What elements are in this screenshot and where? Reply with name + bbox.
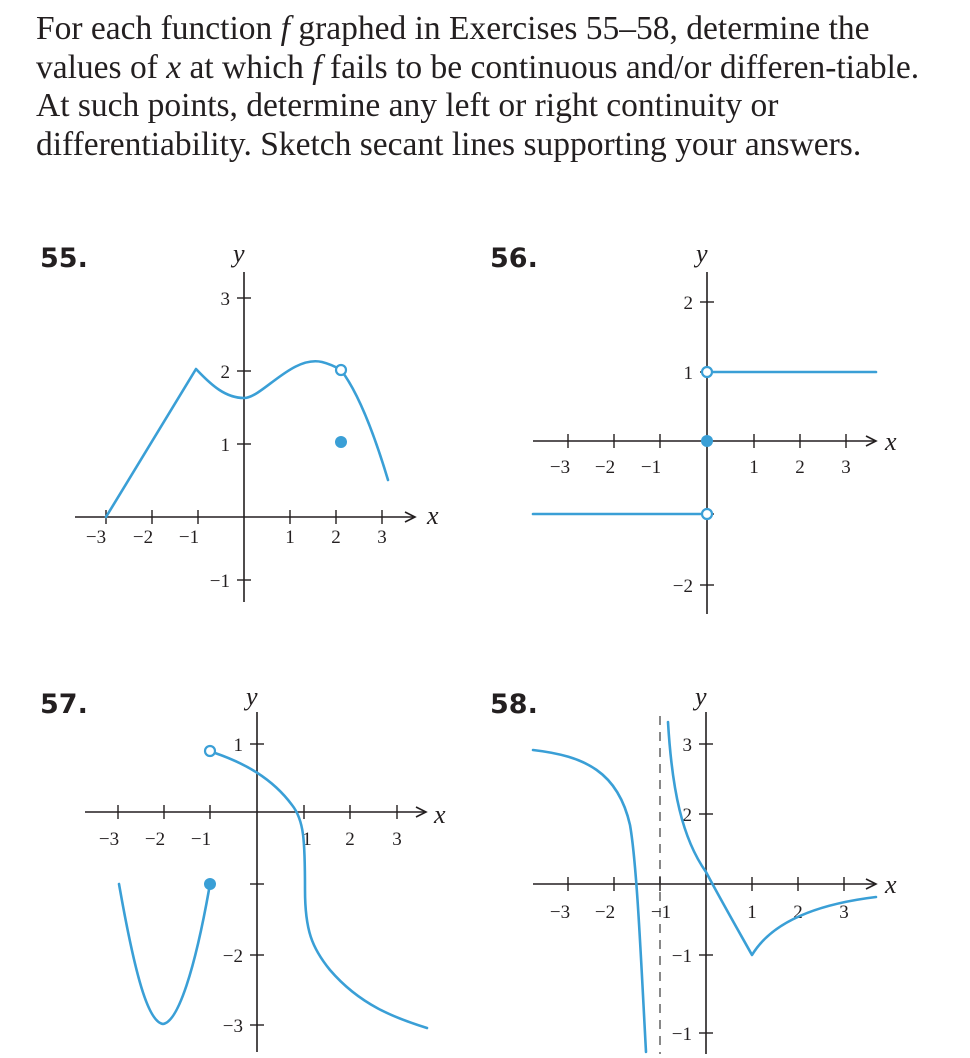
x-tick-label: −2: [594, 457, 616, 478]
x-axis-label: x: [885, 427, 897, 456]
y-tick-label: 3: [220, 289, 230, 310]
exercise-number-55: 55.: [40, 243, 88, 274]
graph-55: [40, 239, 439, 602]
y-tick-label: −2: [222, 946, 243, 967]
y-axis-label: y: [696, 239, 708, 268]
graph-56: [490, 239, 897, 614]
x-tick-label: 2: [345, 829, 355, 850]
x-tick-label: −2: [132, 527, 154, 548]
x-tick-label: 1: [285, 527, 295, 548]
left-branch: [533, 750, 646, 1052]
x-tick-label: −2: [594, 902, 616, 923]
x-tick-label: −1: [640, 457, 662, 478]
y-tick-label: 2: [220, 362, 230, 383]
y-tick-label: −3: [222, 1016, 243, 1037]
y-tick-label: 1: [683, 363, 693, 384]
y-axis-label: y: [233, 239, 245, 268]
x-tick-label: 1: [749, 457, 759, 478]
y-axis-label: y: [246, 682, 258, 711]
exercise-number-56: 56.: [490, 243, 538, 274]
x-axis-label: x: [427, 501, 439, 530]
closed-point: [701, 435, 713, 447]
open-point: [702, 367, 712, 377]
y-tick-label: −1: [671, 946, 692, 967]
open-point: [205, 746, 215, 756]
y-tick-label: 1: [233, 735, 243, 756]
exercise-number-57: 57.: [40, 689, 88, 720]
x-axis-label: x: [434, 800, 446, 829]
x-tick-label: −1: [650, 902, 672, 923]
x-tick-label: 3: [392, 829, 402, 850]
y-tick-label: 1: [220, 435, 230, 456]
x-tick-label: −3: [549, 902, 571, 923]
graph-58: [490, 682, 897, 1054]
x-tick-label: 3: [377, 527, 387, 548]
closed-point: [335, 436, 347, 448]
x-tick-label: −3: [98, 829, 120, 850]
x-tick-label: 3: [839, 902, 849, 923]
y-tick-label: −1: [671, 1024, 692, 1045]
y-axis-label: y: [695, 682, 707, 711]
x-tick-label: −1: [178, 527, 200, 548]
exercise-number-58: 58.: [490, 689, 538, 720]
right-branch: [215, 753, 427, 1028]
closed-point: [204, 878, 216, 890]
x-tick-label: 2: [795, 457, 805, 478]
graph-57: [40, 682, 446, 1052]
instructions-text: For each function f graphed in Exercises 55–58, determine the values of x at which f fails to be continuous and/or differen-tiable. At such points, determine any left or right continuity or differentiability. Sketch secant lines supporting your answers.: [36, 10, 920, 163]
x-tick-label: 1: [747, 902, 757, 923]
open-point: [336, 365, 346, 375]
x-tick-label: −2: [144, 829, 166, 850]
x-tick-label: 3: [841, 457, 851, 478]
x-tick-label: 2: [793, 902, 803, 923]
y-tick-label: −2: [672, 576, 693, 597]
y-tick-label: 2: [682, 805, 692, 826]
y-tick-label: 3: [682, 735, 692, 756]
x-tick-label: −3: [549, 457, 571, 478]
y-tick-label: 2: [683, 293, 693, 314]
parabola-branch: [119, 884, 210, 1024]
x-tick-label: 1: [302, 829, 312, 850]
x-tick-label: −1: [190, 829, 212, 850]
open-point: [702, 509, 712, 519]
x-tick-label: 2: [331, 527, 341, 548]
x-axis-label: x: [885, 870, 897, 899]
y-tick-label: −1: [209, 571, 230, 592]
x-tick-label: −3: [85, 527, 107, 548]
